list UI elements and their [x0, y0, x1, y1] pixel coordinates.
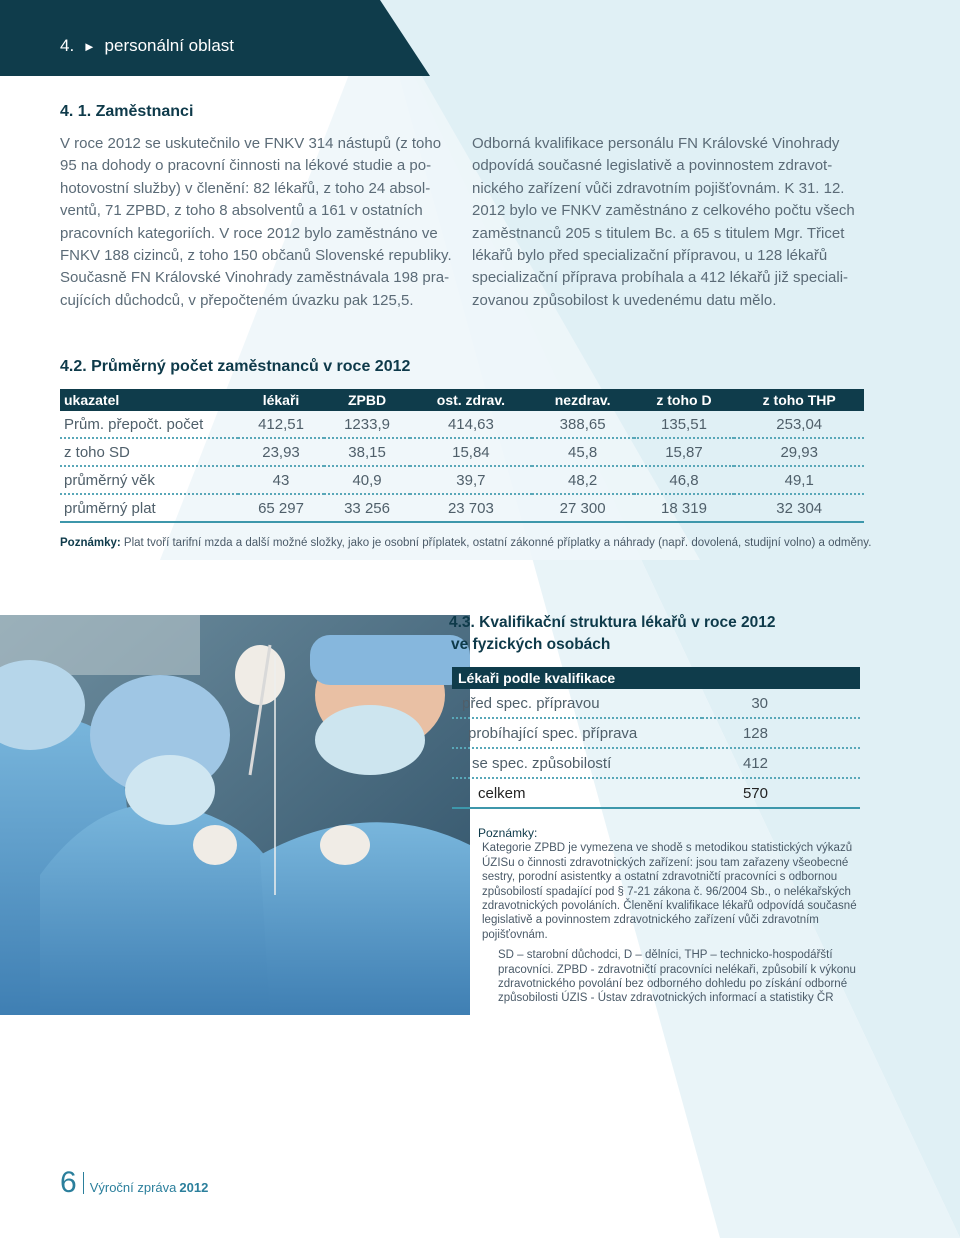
page-footer — [60, 1166, 208, 1200]
table-cell: 412 — [702, 748, 860, 778]
table-row — [60, 411, 864, 438]
employees-table — [60, 389, 864, 523]
footer-label: Výroční zpráva — [89, 1180, 177, 1195]
section-heading-4-3-line1: 4.3. Kvalifikační struktura lékařů v roce 2012 — [449, 614, 776, 631]
table-cell: 23,93 — [238, 438, 324, 466]
chapter-header — [60, 36, 234, 56]
right-line-1: Odborná kvalifikace personálu FN Královské Vinohrady — [472, 135, 840, 152]
left-line-6: FNKV 188 cizinců, z toho 150 občanů Slovenské republiky. — [60, 247, 452, 265]
chapter-title: personální oblast — [104, 36, 235, 55]
left-line-4: ventů, 71 ZPBD, z toho 8 absolventů a 161 v ostatních — [60, 202, 423, 220]
row-label: celkem — [452, 778, 702, 808]
left-line-7: Současně FN Královské Vinohrady zaměstnávala 198 pra- — [60, 269, 450, 287]
qualification-notes — [478, 826, 858, 1012]
section-heading-4-3 — [449, 612, 869, 656]
table-cell: 414,63 — [410, 411, 532, 438]
column-header: Lékaři podle kvalifikace — [452, 667, 860, 689]
table-cell: 128 — [702, 718, 860, 748]
column-header: nezdrav. — [532, 389, 634, 411]
table-cell: 18 319 — [634, 494, 735, 522]
row-label: probíhající spec. příprava — [452, 718, 702, 748]
table-cell: 49,1 — [734, 466, 864, 494]
left-line-2: 95 na dohody o pracovní činnosti na lékové studie a po- — [60, 157, 432, 175]
row-label: před spec. přípravou — [452, 689, 702, 718]
right-line-4: 2012 bylo ve FNKV zaměstnáno z celkového počtu všech — [472, 202, 855, 220]
table-row — [60, 494, 864, 522]
table-row — [60, 438, 864, 466]
table-cell: 15,84 — [410, 438, 532, 466]
row-label: se spec. způsobilostí — [452, 748, 702, 778]
section-heading-4-1: 4. 1. Zaměstnanci — [60, 103, 194, 120]
column-header: z toho THP — [734, 389, 864, 411]
table-header-row — [452, 667, 860, 689]
left-text-column — [60, 133, 460, 312]
left-line-3: hotovostní služby) v členění: 82 lékařů, z toho 24 absol- — [60, 179, 431, 197]
note-label: Poznámky: — [60, 537, 121, 549]
right-line-2: odpovídá současné legislativě a povinnostem zdravot- — [472, 157, 833, 175]
table-cell: 40,9 — [324, 466, 410, 494]
section-heading-4-3-line2: ve fyzických osobách — [451, 636, 611, 653]
table-cell: 27 300 — [532, 494, 634, 522]
table-cell: 253,04 — [734, 411, 864, 438]
right-line-6: lékařů bylo před specializační přípravou, u 128 lékařů — [472, 247, 828, 265]
right-text-column — [472, 133, 892, 312]
table-cell: 570 — [702, 778, 860, 808]
row-label: průměrný věk — [60, 466, 238, 494]
left-line-8: cujících důchodců, v přepočteném úvazku pak 125,5. — [60, 291, 414, 309]
row-label: průměrný plat — [60, 494, 238, 522]
table-cell: 32 304 — [734, 494, 864, 522]
table-note — [60, 537, 890, 549]
table-cell: 45,8 — [532, 438, 634, 466]
arrow-right-icon: ► — [82, 39, 96, 54]
table-header-row — [60, 389, 864, 411]
section-heading-4-2: 4.2. Průměrný počet zaměstnanců v roce 2012 — [60, 358, 411, 375]
column-header: ZPBD — [324, 389, 410, 411]
left-line-5: pracovních kategoriích. V roce 2012 bylo zaměstnáno ve — [60, 224, 438, 242]
table-cell: 46,8 — [634, 466, 735, 494]
table-row — [452, 718, 860, 748]
left-line-1: V roce 2012 se uskutečnilo ve FNKV 314 nástupů (z toho — [60, 135, 442, 152]
footer-year: 2012 — [179, 1180, 209, 1195]
note-paragraph: Kategorie ZPBD je vymezena ve shodě s metodikou statistických výkazů ÚZISu o činnosti zdravotnických zařízení: jsou tam zařazeny všeobecné sestry, porodní asistentky a ostatní zdravotničtí pracovníci s odbornou způsobilostí spadající pod § 7-21 zákona č. 96/2004 Sb., o nelékařských zdravotnických povoláních. Členění kvalifikace lékařů odpovídá současné legislativě a povinnostem zdravotnického zařízení vůči zdravotním pojišťovnám. — [482, 842, 857, 941]
surgery-photo-illustration — [0, 615, 470, 1015]
table-cell: 1233,9 — [324, 411, 410, 438]
table-cell: 39,7 — [410, 466, 532, 494]
right-line-5: zaměstnanců 205 s titulem Bc. a 65 s titulem Mgr. Třicet — [472, 224, 845, 242]
table-cell: 15,87 — [634, 438, 735, 466]
table-cell: 33 256 — [324, 494, 410, 522]
note-text: Plat tvoří tarifní mzda a další možné složky, jako je osobní příplatek, ostatní zákonné příplatky a náhrady (např. dovolená, studijní volno) a odměny. — [120, 537, 872, 549]
table-cell: 65 297 — [238, 494, 324, 522]
chapter-number: 4. — [60, 36, 75, 55]
surgery-photo — [0, 615, 470, 1015]
table-cell: 43 — [238, 466, 324, 494]
table-cell: 30 — [702, 689, 860, 718]
qualification-table — [452, 667, 860, 809]
footer-divider — [83, 1172, 84, 1194]
table-row — [452, 778, 860, 808]
table-cell: 38,15 — [324, 438, 410, 466]
table-cell: 388,65 — [532, 411, 634, 438]
table-cell: 135,51 — [634, 411, 735, 438]
table-cell: 412,51 — [238, 411, 324, 438]
right-line-8: zovanou způsobilost k uvedenému datu mělo. — [472, 291, 777, 309]
row-label: Prům. přepočt. počet — [60, 411, 238, 438]
column-header: lékaři — [238, 389, 324, 411]
right-line-7: specializační příprava probíhala a 412 lékařů již speciali- — [472, 269, 849, 287]
row-label: z toho SD — [60, 438, 238, 466]
table-row — [60, 466, 864, 494]
notes-title: Poznámky: — [478, 826, 538, 840]
table-cell: 29,93 — [734, 438, 864, 466]
note-paragraph: SD – starobní důchodci, D – dělníci, THP – technicko-hospodářští pracovníci. ZPBD - zdravotničtí pracovníci nelékaři, způsobilí k výkonu zdravotnického povolání bez odborného dohledu po získání odborné způsobilosti ÚZIS - Ústav zdravotnických informací a statistiky ČR — [498, 949, 856, 1005]
column-header: z toho D — [634, 389, 735, 411]
right-line-3: nického zařízení vůči zdravotním pojišťovnám. K 31. 12. — [472, 179, 845, 197]
column-header: ost. zdrav. — [410, 389, 532, 411]
table-cell: 23 703 — [410, 494, 532, 522]
page-number: 6 — [60, 1166, 77, 1199]
table-cell: 48,2 — [532, 466, 634, 494]
table-row — [452, 689, 860, 718]
column-header: ukazatel — [60, 389, 238, 411]
table-row — [452, 748, 860, 778]
